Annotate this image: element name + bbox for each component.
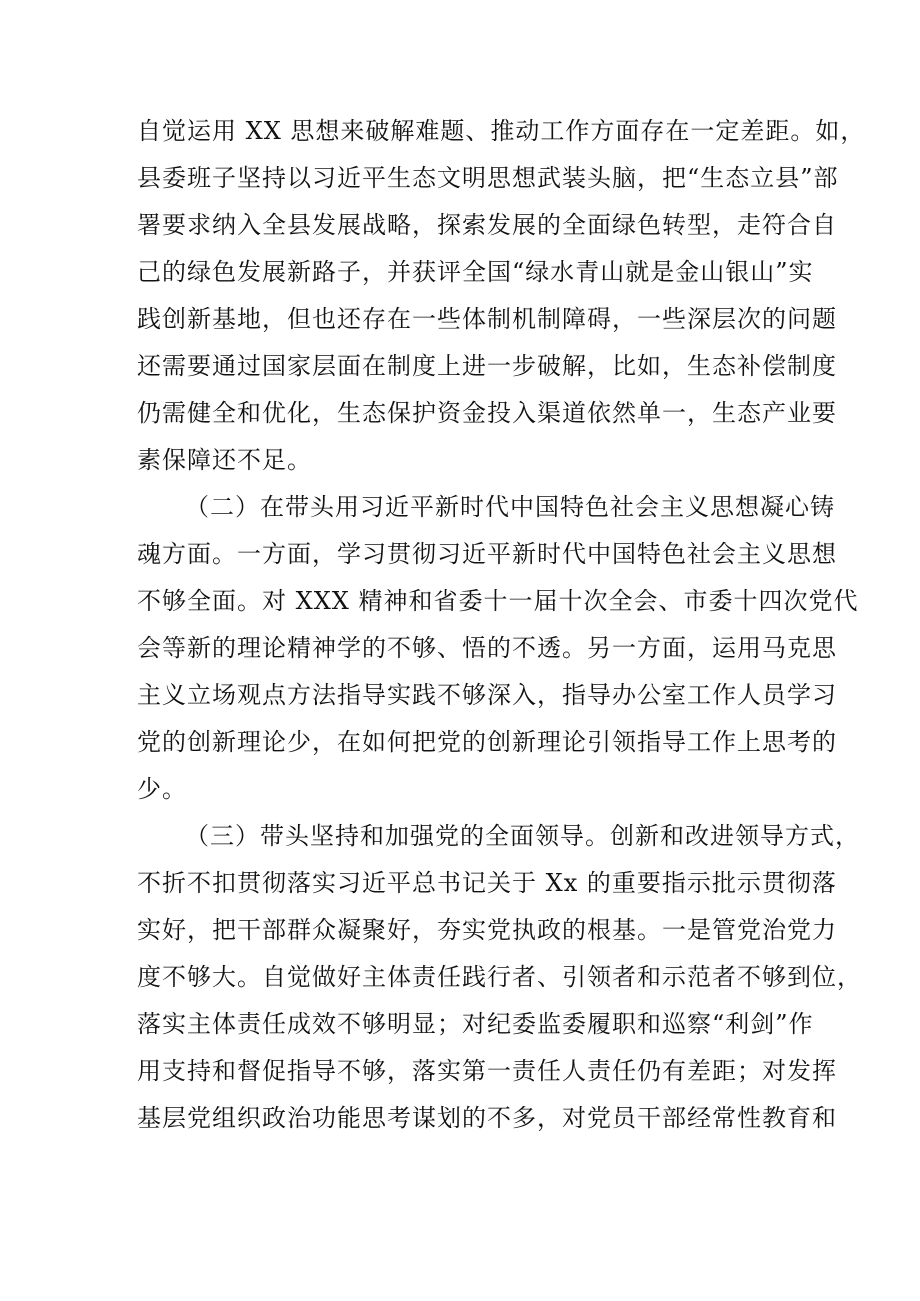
paragraph <box>137 813 862 1142</box>
text-line: 主义立场观点方法指导实践不够深入，指导办公室工作人员学习 <box>137 681 837 709</box>
paragraph <box>137 108 866 484</box>
text-line: 会等新的理论精神学的不够、悟的不透。另一方面，运用马克思 <box>137 634 837 662</box>
document-body <box>137 108 866 1142</box>
text-line: 度不够大。自觉做好主体责任践行者、引领者和示范者不够到位， <box>137 963 862 991</box>
text-line: 自觉运用 XX 思想来破解难题、推动工作方面存在一定差距。如， <box>137 117 866 145</box>
text-line: 少。 <box>137 775 187 803</box>
text-line: 魂方面。一方面，学习贯彻习近平新时代中国特色社会主义思想 <box>137 540 837 568</box>
text-line: 基层党组织政治功能思考谋划的不多，对党员干部经常性教育和 <box>137 1104 837 1132</box>
text-line: 素保障还不足。 <box>137 446 312 474</box>
text-line: 用支持和督促指导不够，落实第一责任人责任仍有差距；对发挥 <box>137 1057 837 1085</box>
text-line: 不够全面。对 XXX 精神和省委十一届十次全会、市委十四次党代 <box>137 587 859 615</box>
text-line: 己的绿色发展新路子，并获评全国“绿水青山就是金山银山”实 <box>137 258 814 286</box>
text-line: 署要求纳入全县发展战略，探索发展的全面绿色转型，走符合自 <box>137 211 837 239</box>
text-line: 仍需健全和优化，生态保护资金投入渠道依然单一，生态产业要 <box>137 399 837 427</box>
text-line: 不折不扣贯彻落实习近平总书记关于 Xx 的重要指示批示贯彻落 <box>137 869 837 897</box>
text-line: 县委班子坚持以习近平生态文明思想武装头脑，把“生态立县”部 <box>137 164 839 192</box>
text-line: 还需要通过国家层面在制度上进一步破解，比如，生态补偿制度 <box>137 352 837 380</box>
text-line: 落实主体责任成效不够明显；对纪委监委履职和巡察“利剑”作 <box>137 1010 814 1038</box>
text-line: 践创新基地，但也还存在一些体制机制障碍，一些深层次的问题 <box>137 305 837 333</box>
text-line: （三）带头坚持和加强党的全面领导。创新和改进领导方式， <box>185 822 860 850</box>
text-line: 实好，把干部群众凝聚好，夯实党执政的根基。一是管党治党力 <box>137 916 837 944</box>
text-line: （二）在带头用习近平新时代中国特色社会主义思想凝心铸 <box>185 493 835 521</box>
paragraph <box>137 484 859 813</box>
text-line: 党的创新理论少，在如何把党的创新理论引领指导工作上思考的 <box>137 728 837 756</box>
